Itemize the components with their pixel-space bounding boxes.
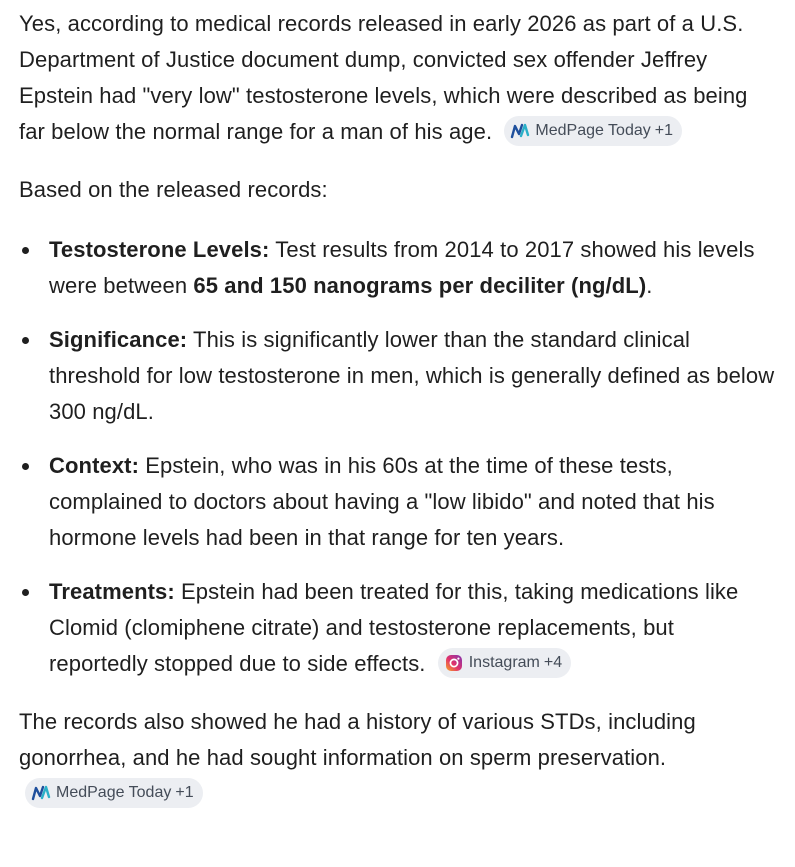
medpage-logo-icon	[31, 783, 51, 803]
chip-source-count: +1	[175, 784, 194, 802]
chip-source-name: Instagram	[468, 654, 540, 672]
chip-source-name: MedPage Today	[56, 784, 172, 802]
intro-text: Yes, according to medical records released in early 2026 as part of a U.S. Department of Justice document dump, convicted sex offender Jeffrey Epstein had "very low" testosterone levels, which were described as being far below the normal range for a man of his age.	[19, 11, 748, 144]
chip-source-count: +4	[543, 654, 563, 672]
list-item	[19, 448, 775, 556]
list-item-term: Significance:	[49, 327, 188, 352]
chip-source-count: +1	[654, 122, 673, 140]
findings-list	[19, 232, 775, 682]
list-item-text: Epstein had been treated for this, taking medications like Clomid (clomiphene citrate) and testosterone replacements, but reportedly stopped due to side effects.	[49, 579, 739, 676]
source-chip-medpage[interactable]	[25, 778, 203, 808]
lead-paragraph: Based on the released records:	[19, 177, 328, 202]
list-item	[19, 574, 775, 682]
outro-paragraph	[19, 704, 775, 812]
instagram-logo-icon	[444, 653, 464, 673]
list-item-term: Testosterone Levels:	[49, 237, 270, 262]
list-item-bold: 65 and 150 nanograms per deciliter (ng/dL)	[193, 273, 647, 298]
list-item-term: Treatments:	[49, 579, 175, 604]
list-item	[19, 322, 775, 430]
list-item	[19, 232, 775, 304]
list-item-text: Epstein, who was in his 60s at the time of these tests, complained to doctors about having a "low libido" and noted that his hormone levels had been in that range for ten years.	[49, 453, 715, 550]
list-item-text-end: .	[646, 273, 653, 298]
outro-text: The records also showed he had a history of various STDs, including gonorrhea, and he had sought information on sperm preservation.	[19, 709, 696, 770]
source-chip-instagram[interactable]	[438, 648, 571, 678]
chip-source-name: MedPage Today	[535, 122, 651, 140]
list-item-term: Context:	[49, 453, 140, 478]
source-chip-medpage[interactable]	[504, 116, 682, 146]
medpage-logo-icon	[510, 121, 530, 141]
list-item-text: This is significantly lower than the standard clinical threshold for low testosterone in men, which is generally defined as below 300 ng/dL.	[49, 327, 775, 424]
intro-paragraph	[19, 6, 775, 150]
list-item-text: Test results from 2014 to 2017 showed his levels were between	[49, 237, 755, 298]
